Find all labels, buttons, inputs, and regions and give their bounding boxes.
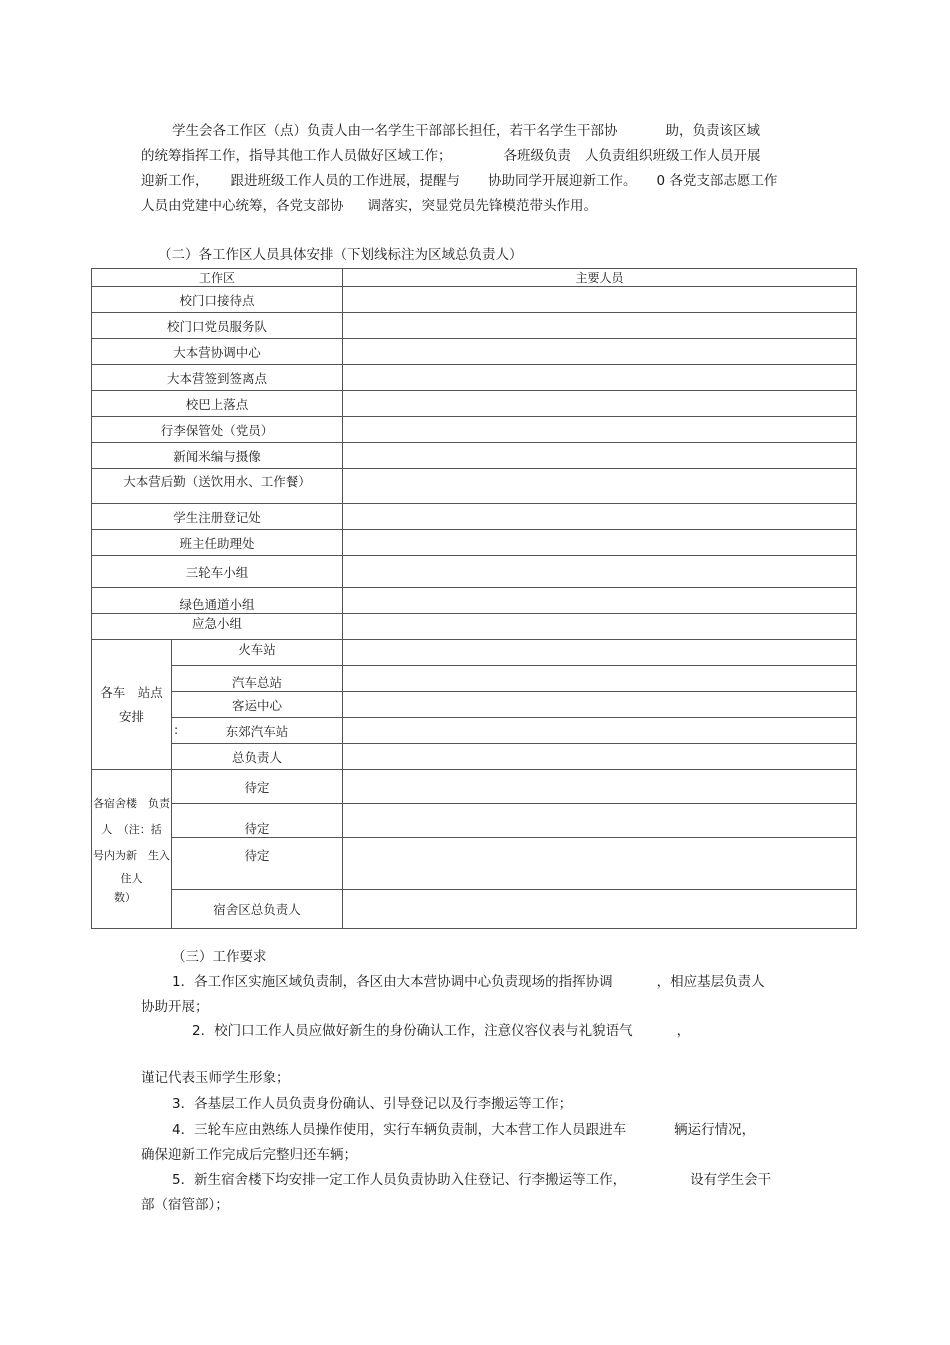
req-text: 2．校门口工作人员应做好新生的身份确认工作，注意仪容仪表与礼貌语气 — [192, 1023, 633, 1039]
table-row — [92, 640, 857, 666]
table-row — [92, 838, 857, 890]
table-row — [92, 313, 857, 339]
people-cell — [343, 391, 857, 417]
table-row — [92, 614, 857, 640]
table-row — [92, 443, 857, 469]
para1-text: 0 各党支部志愿工作 — [656, 173, 778, 189]
table-row — [92, 692, 857, 718]
para1-text: 迎新工作， — [141, 173, 209, 189]
table-row — [92, 287, 857, 313]
table-row — [92, 744, 857, 770]
para1-line3 — [141, 171, 777, 191]
req5-line2: 部（宿管部）； — [141, 1197, 229, 1213]
people-cell — [343, 614, 857, 640]
people-cell — [343, 339, 857, 365]
station-mark: : — [174, 722, 179, 737]
table-row — [92, 365, 857, 391]
people-cell — [343, 692, 857, 718]
para1-line1 — [172, 121, 760, 141]
people-cell — [343, 770, 857, 804]
table-row — [92, 666, 857, 692]
para1-line4 — [141, 196, 597, 216]
req4-line1 — [172, 1120, 755, 1140]
dorm-cell: 宿舍区总负责人 — [172, 890, 343, 929]
station-cell: 总负责人 — [172, 744, 343, 770]
people-cell — [343, 417, 857, 443]
header-area: 工作区 — [92, 269, 343, 287]
people-cell — [343, 504, 857, 530]
table-header-row — [92, 269, 857, 287]
station-cell: 客运中心 — [172, 692, 343, 718]
area-cell: 校门口党员服务队 — [92, 313, 343, 339]
para1-line2 — [141, 146, 761, 166]
req-text: 5．新生宿舍楼下均安排一定工作人员负责协助入住登记、行李搬运等工作， — [172, 1172, 627, 1188]
people-cell — [343, 365, 857, 391]
people-cell — [343, 313, 857, 339]
stations-group-line: 各车 站点 — [100, 684, 163, 700]
people-cell — [343, 469, 857, 504]
station-cell — [172, 718, 343, 744]
area-cell: 校门口接待点 — [92, 287, 343, 313]
table-row — [92, 770, 857, 804]
table-row — [92, 530, 857, 556]
req2-line1 — [192, 1021, 690, 1041]
para1-text: 的统筹指挥工作，指导其他工作人员做好区域工作； — [141, 148, 452, 164]
table-row — [92, 588, 857, 614]
para1-text: 助，负责该区域 — [665, 123, 760, 139]
area-cell: 班主任助理处 — [92, 530, 343, 556]
req2-line2: 谨记代表玉师学生形象； — [141, 1070, 290, 1086]
stations-group-label — [92, 640, 172, 770]
table-row — [92, 556, 857, 588]
dorm-cell: 待定 — [172, 838, 343, 890]
people-cell — [343, 443, 857, 469]
people-cell — [343, 838, 857, 890]
people-cell — [343, 890, 857, 929]
section2-title: （二）各工作区人员具体安排（下划线标注为区域总负责人） — [158, 247, 523, 263]
people-cell — [343, 588, 857, 614]
people-cell — [343, 666, 857, 692]
dorm-group-line: 人 （注：括 — [101, 823, 162, 836]
area-cell: 校巴上落点 — [92, 391, 343, 417]
area-cell: 绿色通道小组 — [92, 588, 343, 614]
area-cell: 应急小组 — [92, 614, 343, 640]
stations-group-line: 安排 — [118, 708, 144, 724]
station-label: 东郊汽车站 — [225, 723, 289, 739]
people-cell — [343, 556, 857, 588]
para1-text: 人员由党建中心统筹，各党支部协 — [141, 198, 344, 214]
area-cell: 大本营签到签离点 — [92, 365, 343, 391]
req5-line1 — [172, 1170, 771, 1190]
req3-line: 3．各基层工作人员负责身份确认、引导登记以及行李搬运等工作； — [172, 1096, 573, 1112]
area-cell: 行李保管处（党员） — [92, 417, 343, 443]
header-people: 主要人员 — [343, 269, 857, 287]
station-cell: 火车站 — [172, 640, 343, 666]
area-cell: 大本营后勤（送饮用水、工作餐） — [92, 469, 343, 504]
para1-text: 各班级负责 — [503, 148, 571, 164]
table-row — [92, 339, 857, 365]
req4-line2: 确保迎新工作完成后完整归还车辆； — [141, 1147, 357, 1163]
people-cell — [343, 718, 857, 744]
table-row — [92, 417, 857, 443]
req1-line1 — [172, 972, 765, 992]
dorm-group-line: 住人 — [120, 872, 143, 885]
table-row — [92, 469, 857, 504]
dorm-group-line: 各宿舍楼 负责 — [93, 797, 170, 810]
para1-text: 学生会各工作区（点）负责人由一名学生干部部长担任，若干名学生干部协 — [172, 123, 618, 139]
para1-text: 跟进班级工作人员的工作进展，提醒与 — [230, 173, 460, 189]
area-cell: 新闻米编与摄像 — [92, 443, 343, 469]
table-row — [92, 504, 857, 530]
para1-text: 协助同学开展迎新工作。 — [488, 173, 637, 189]
para1-text: 人负责组织班级工作人员开展 — [585, 148, 761, 164]
req-text: ， — [676, 1023, 691, 1039]
section3-title: （三）工作要求 — [172, 949, 267, 965]
dorm-cell: 待定 — [172, 804, 343, 838]
area-cell: 大本营协调中心 — [92, 339, 343, 365]
people-cell — [343, 640, 857, 666]
dorm-cell: 待定 — [172, 770, 343, 804]
people-cell — [343, 287, 857, 313]
people-cell — [343, 804, 857, 838]
table-row — [92, 890, 857, 929]
req-text: 1．各工作区实施区域负责制，各区由大本营协调中心负责现场的指挥协调 — [172, 974, 613, 990]
req-text: 辆运行情况， — [674, 1122, 756, 1138]
para1-text: 调落实，突显党员先锋模范带头作用。 — [367, 198, 597, 214]
req-text: 4．三轮车应由熟练人员操作使用，实行车辆负责制，大本营工作人员跟进车 — [172, 1122, 627, 1138]
dorm-group-line: 数） — [114, 891, 136, 904]
table-row — [92, 391, 857, 417]
dorm-group-line: 号内为新 生入 — [93, 849, 170, 862]
area-cell: 三轮车小组 — [92, 556, 343, 588]
req-text: 设有学生会干 — [690, 1172, 772, 1188]
req-text: ，相应基层负责人 — [656, 974, 765, 990]
people-cell — [343, 744, 857, 770]
station-cell: 汽车总站 — [172, 666, 343, 692]
table-row — [92, 718, 857, 744]
table-row — [92, 804, 857, 838]
staff-table — [91, 268, 857, 929]
dorm-group-label — [92, 770, 172, 929]
area-cell: 学生注册登记处 — [92, 504, 343, 530]
req1-line2: 协助开展； — [141, 999, 209, 1015]
people-cell — [343, 530, 857, 556]
